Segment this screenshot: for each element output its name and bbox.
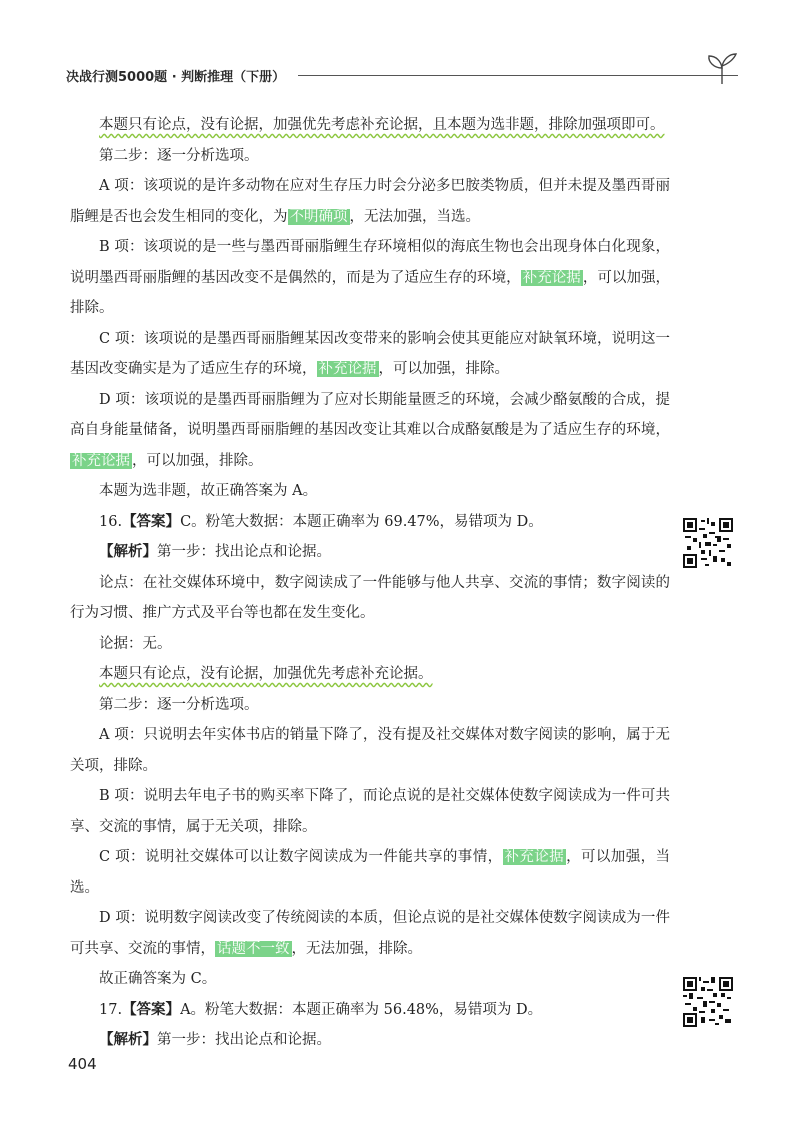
q16-option-b: B 项：说明去年电子书的购买率下降了，而论点说的是社交媒体使数字阅读成为一件可共享、交流的事情，属于无关项，排除。 — [70, 788, 670, 835]
q17-answer-line — [70, 995, 670, 1026]
q16-argument: 论点：在社交媒体环境中，数字阅读成了一件能够与他人共享、交流的事情；数字阅读的行为习惯、推广方式及平台等也都在发生变化。 — [70, 574, 670, 621]
underlined-text: 本题只有论点，没有论据，加强优先考虑补充论据，且本题为选非题，排除加强项即可。 — [99, 117, 665, 133]
text-span: A 项：该项说的是许多动物在应对生存压力时会分泌多巴胺类物质，但并未提及墨西哥丽脂鲤是否也会发生相同的变化，为 — [70, 178, 670, 225]
text-span: C 项：说明社交媒体可以让数字阅读成为一件能共享的事情， — [99, 849, 503, 865]
option-b-analysis — [70, 232, 670, 324]
paragraph-summary — [70, 110, 670, 141]
analysis-text: 第一步：找出论点和论据。 — [157, 1032, 331, 1048]
question-number: 17. — [99, 1001, 123, 1018]
q16-option-d — [70, 903, 670, 964]
q16-analysis-line — [70, 537, 670, 568]
option-d-analysis — [70, 385, 670, 477]
answer-label: 【答案】 — [122, 1000, 181, 1018]
highlight-tag: 补充论据 — [504, 849, 565, 865]
text-span: ，可以加强，当选。 — [70, 849, 671, 896]
analysis-label: 【解析】 — [99, 543, 157, 560]
text-span: ，无法加强，当选。 — [349, 208, 480, 225]
analysis-text: 第一步：找出论点和论据。 — [157, 544, 331, 560]
q16-answer: 故正确答案为 C。 — [99, 971, 217, 987]
q16-option-a: A 项：只说明去年实体书店的销量下降了，没有提及社交媒体对数字阅读的影响，属于无关项，排除。 — [70, 727, 670, 774]
highlight-tag: 不明确项 — [289, 208, 348, 225]
question-number: 16. — [99, 513, 123, 530]
underlined-text: 本题只有论点，没有论据，加强优先考虑补充论据。 — [99, 666, 433, 682]
q16-step2: 第二步：逐一分析选项。 — [99, 696, 259, 713]
page-number: 404 — [68, 1055, 97, 1073]
highlight-tag: 补充论据 — [318, 361, 377, 377]
text-span: D 项：该项说的是墨西哥丽脂鲤为了应对长期能量匮乏的环境，会减少酪氨酸的合成，提高自身能量储备，说明墨西哥丽脂鲤的基因改变让其难以合成酪氨酸是为了适应生存的环境， — [70, 391, 670, 438]
q17-analysis-line — [70, 1025, 670, 1056]
paragraph-step2: 第二步：逐一分析选项。 — [99, 147, 259, 164]
text-span: ，可以加强，排除。 — [378, 361, 509, 377]
book-title: 决战行测5000题 · 判断推理（下册） — [66, 70, 286, 85]
qr-code-icon[interactable] — [683, 977, 733, 1027]
analysis-label: 【解析】 — [99, 1031, 157, 1048]
text-span: D 项：说明数字阅读改变了传统阅读的本质，但论点说的是社交媒体使数字阅读成为一件可共享、交流的事情， — [70, 910, 670, 957]
answer-text: A。粉笔大数据：本题正确率为 56.48%，易错项为 D。 — [180, 1001, 543, 1018]
sprout-icon — [700, 50, 744, 86]
text-span: B 项：该项说的是一些与墨西哥丽脂鲤生存环境相似的海底生物也会出现身体白化现象，说明墨西哥丽脂鲤的基因改变不是偶然的，而是为了适应生存的环境， — [70, 239, 670, 286]
highlight-tag: 补充论据 — [72, 452, 130, 469]
running-header — [66, 66, 746, 86]
q16-evidence: 论据：无。 — [99, 635, 172, 652]
q16-option-c — [70, 842, 670, 903]
option-c-analysis — [70, 324, 670, 385]
text-span: C 项：该项说的是墨西哥丽脂鲤某因改变带来的影响会使其更能应对缺氧环境，说明这一基因改变确实是为了适应生存的环境， — [70, 330, 670, 377]
option-a-analysis — [70, 171, 670, 232]
answer-text: C。粉笔大数据：本题正确率为 69.47%，易错项为 D。 — [180, 513, 543, 530]
highlight-tag: 补充论据 — [522, 269, 581, 286]
explanation-body — [70, 110, 670, 1056]
qr-code-icon[interactable] — [683, 518, 733, 568]
text-span: ，可以加强，排除。 — [132, 452, 263, 469]
q16-answer-line — [70, 507, 670, 538]
answer-conclusion: 本题为选非题，故正确答案为 A。 — [99, 483, 318, 499]
header-rule — [298, 75, 738, 76]
text-span: ，无法加强，排除。 — [291, 940, 422, 957]
text-span: ，可以加强，排除。 — [70, 269, 671, 316]
q16-summary — [70, 659, 670, 690]
highlight-tag: 话题不一致 — [217, 940, 290, 957]
answer-label: 【答案】 — [122, 512, 181, 530]
